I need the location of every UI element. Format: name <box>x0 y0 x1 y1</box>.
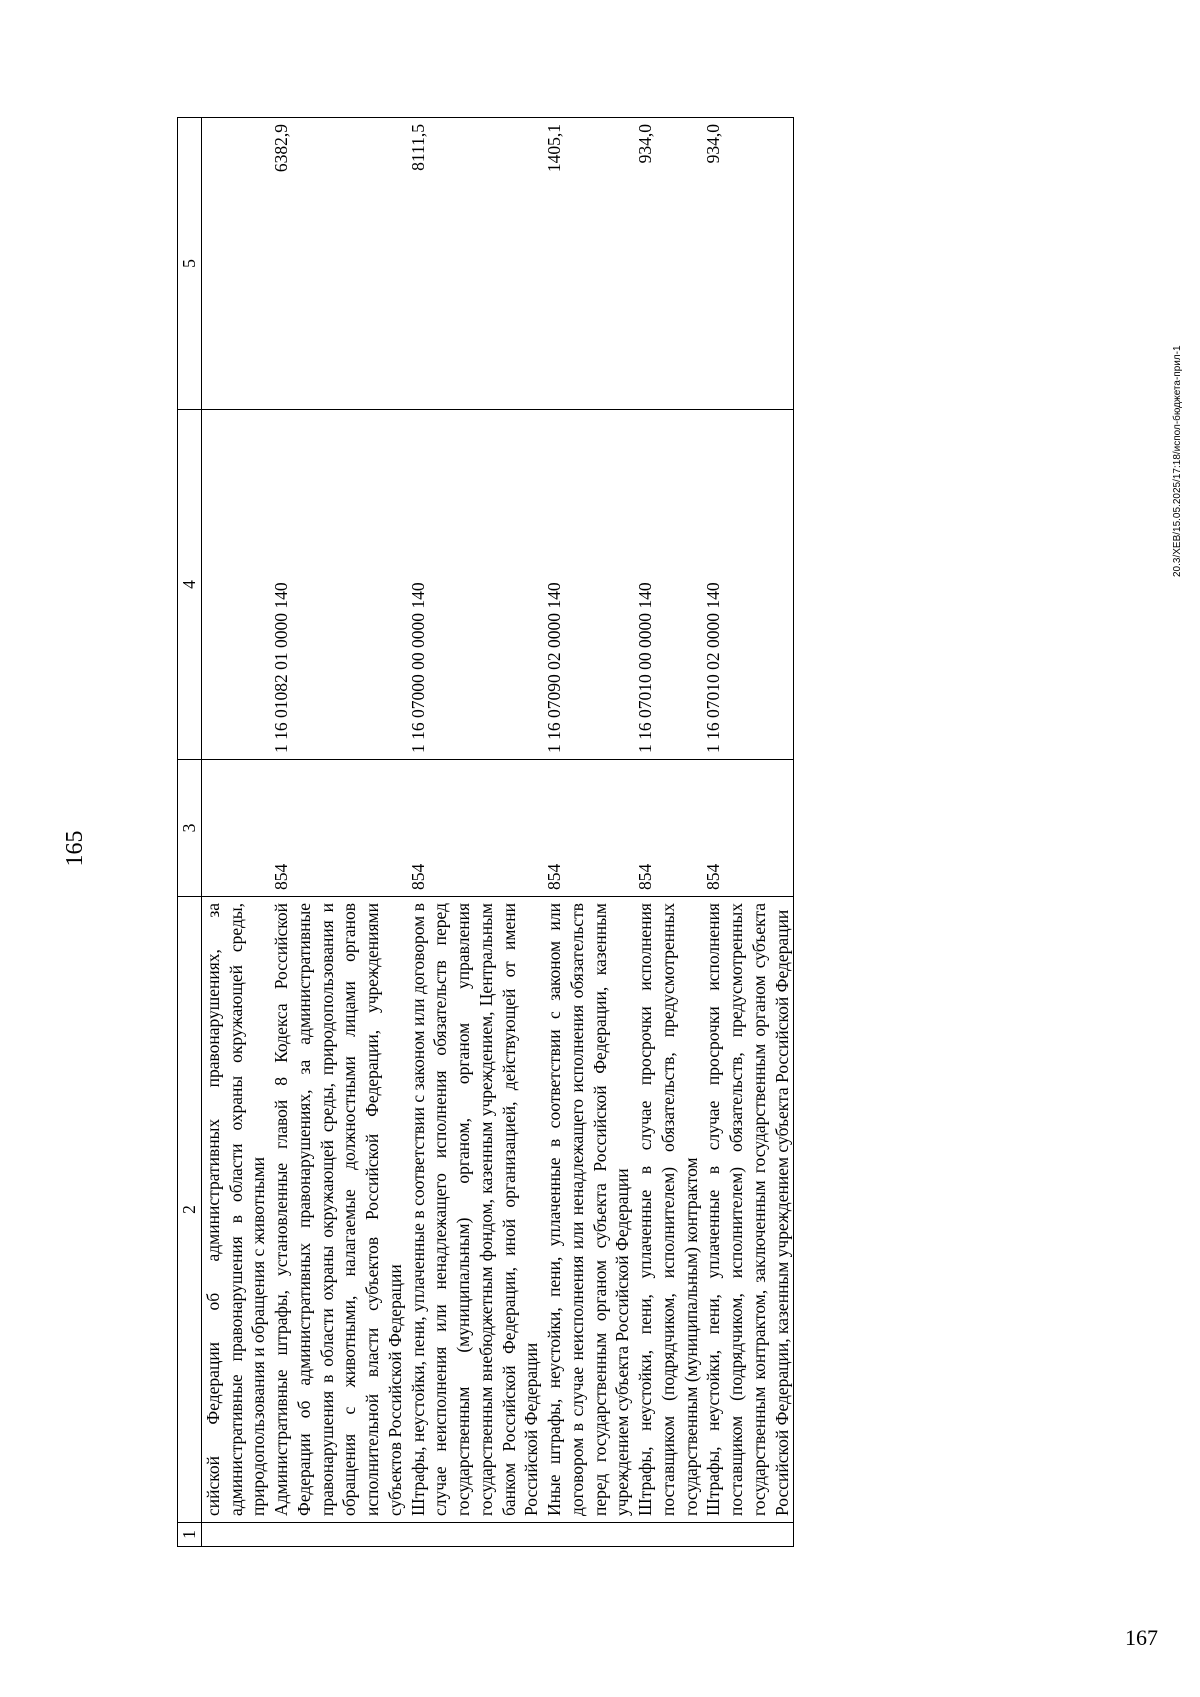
row-description: Штрафы, неустойки, пени, уплаченные в случае просрочки исполнения поставщиком (подрядчиком, исполнителем) обязательств, предусмотренных государственным контрактом, заключенным государственным органом субъекта Российской Федерации, казенным учреждением субъекта Российской Федерации <box>702 897 794 1523</box>
row-kbk-code: 1 16 01082 01 0000 140 <box>270 410 407 760</box>
header-col-4: 4 <box>178 410 202 760</box>
row-description: Штрафы, неустойки, пени, уплаченные в случае просрочки исполнения поставщиком (подрядчиком, исполнителем) обязательств, предусмотренных государственным (муниципальным) контрактом <box>634 897 702 1523</box>
row-description: Иные штрафы, неустойки, пени, уплаченные в соответствии с законом или договором в случае неисполнения или ненадлежащего исполнения обязательств перед государственным органом субъекта Российской Федерации, казенным учреждением субъекта Российской Федерации <box>543 897 634 1523</box>
row-description: Штрафы, неустойки, пени, уплаченные в соответствии с законом или договором в случае неисполнения или ненадлежащего исполнения обязательств перед государственным (муниципальным) органом, органом управления государственным внебюджетным фондом, казенным учреждением, Центральным банком Российской Федерации, иной организацией, действующей от имени Российской Федерации <box>407 897 544 1523</box>
sheet-number: 167 <box>1125 1625 1158 1650</box>
table-row <box>270 118 407 1547</box>
header-col-2: 2 <box>178 897 202 1523</box>
row-kbk-code: 1 16 07010 02 0000 140 <box>702 410 794 760</box>
row-col-1 <box>201 1523 270 1547</box>
footer-document-code: 20.3/XEB/15.05.2025/17:18/испол-бюджета-прил-1 <box>1172 345 1183 577</box>
row-kbk-code: 1 16 07010 00 0000 140 <box>634 410 702 760</box>
table-row <box>201 118 270 1547</box>
header-row <box>178 118 202 1547</box>
row-amount: 6382,9 <box>270 118 407 410</box>
table-row <box>702 118 794 1547</box>
row-col-1 <box>702 1523 794 1547</box>
page-number-top: 165 <box>62 830 88 867</box>
row-amount: 934,0 <box>702 118 794 410</box>
row-admin-code: 854 <box>634 760 702 897</box>
row-col-1 <box>407 1523 544 1547</box>
row-description: сийской Федерации об административных правонарушениях, за административные правонарушения в области охраны окружающей среды, природопользования и обращения с животными <box>201 897 270 1523</box>
row-admin-code: 854 <box>407 760 544 897</box>
row-admin-code: 854 <box>702 760 794 897</box>
table-row <box>407 118 544 1547</box>
row-amount: 1405,1 <box>543 118 634 410</box>
header-col-1: 1 <box>178 1523 202 1547</box>
row-admin-code: 854 <box>543 760 634 897</box>
row-kbk-code: 1 16 07000 00 0000 140 <box>407 410 544 760</box>
budget-table <box>177 117 794 1547</box>
row-description: Административные штрафы, установленные главой 8 Кодекса Российской Федерации об административных правонарушениях, за административные правонарушения в области охраны окружающей среды, природопользования и обращения с животными, налагаемые должностными лицами органов исполнительной власти субъектов Российской Федерации, учреждениями субъектов Российской Федерации <box>270 897 407 1523</box>
row-amount: 934,0 <box>634 118 702 410</box>
row-col-1 <box>634 1523 702 1547</box>
row-admin-code: 854 <box>270 760 407 897</box>
header-col-3: 3 <box>178 760 202 897</box>
header-col-5: 5 <box>178 118 202 410</box>
row-amount: 8111,5 <box>407 118 544 410</box>
row-col-1 <box>270 1523 407 1547</box>
table-row <box>543 118 634 1547</box>
row-admin-code <box>201 760 270 897</box>
row-col-1 <box>543 1523 634 1547</box>
row-kbk-code: 1 16 07090 02 0000 140 <box>543 410 634 760</box>
row-kbk-code <box>201 410 270 760</box>
table-row <box>634 118 702 1547</box>
row-amount <box>201 118 270 410</box>
